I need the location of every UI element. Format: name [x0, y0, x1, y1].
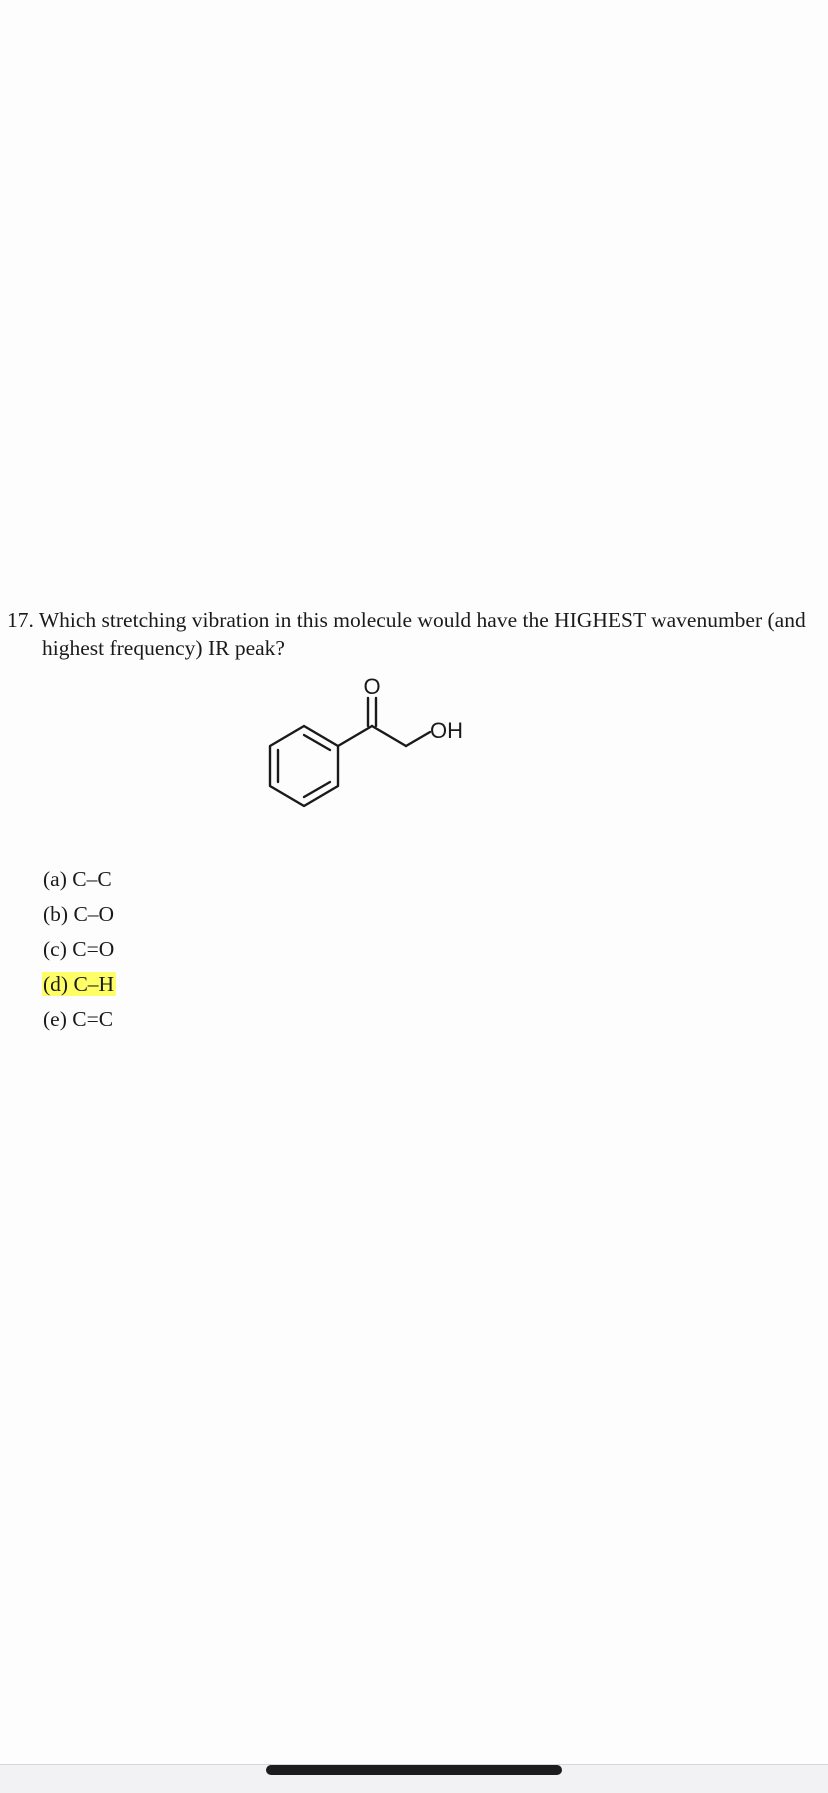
hydroxyl-label: OH [430, 718, 463, 743]
carbon-carbon-bond [372, 726, 406, 746]
ring-carbonyl-bond [338, 726, 372, 746]
option-e[interactable] [42, 1006, 116, 1032]
oxygen-label: O [363, 676, 381, 699]
option-d-label: (d) C–H [43, 972, 115, 996]
option-c-label: (c) C=O [43, 937, 115, 961]
option-d-highlighted[interactable] [42, 971, 116, 997]
option-a[interactable] [42, 866, 116, 892]
question-number: 17. [7, 608, 34, 632]
benzene-ring [270, 726, 338, 806]
answer-options [42, 866, 116, 1041]
option-b-label: (b) C–O [43, 902, 115, 926]
ring-double-bond [304, 782, 330, 797]
carbon-oxygen-bond [406, 732, 430, 746]
option-e-label: (e) C=C [43, 1007, 114, 1031]
question-line-1 [7, 606, 822, 634]
molecule-diagram [266, 676, 496, 826]
question-text [7, 606, 822, 662]
option-a-label: (a) C–C [43, 867, 112, 891]
home-indicator[interactable] [266, 1765, 562, 1775]
question-stem-part-1: Which stretching vibration in this molecule would have the HIGHEST wavenumber (and [38, 608, 806, 632]
option-b[interactable] [42, 901, 116, 927]
ring-double-bond [304, 735, 330, 750]
option-c[interactable] [42, 936, 116, 962]
question-line-2: highest frequency) IR peak? [42, 636, 285, 660]
molecule-structure [266, 676, 496, 826]
